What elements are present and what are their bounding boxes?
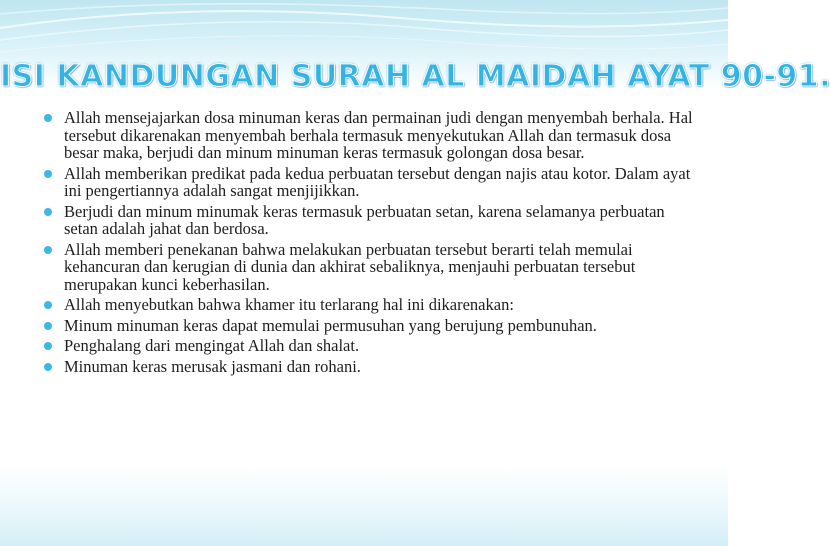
bullet-text: Minuman keras merusak jasmani dan rohani. [64,356,361,376]
circle-bullet-icon [44,114,52,122]
list-item [44,337,694,355]
bullet-text: Minum minuman keras dapat memulai permusuhan yang berujung pembunuhan. [64,315,597,335]
circle-bullet-icon [44,246,52,254]
bullet-text: Allah menyebutkan bahwa khamer itu terlarang hal ini dikarenakan: [64,295,514,314]
bullet-list [44,109,694,378]
circle-bullet-icon [44,170,52,178]
list-item [44,109,694,162]
circle-bullet-icon [44,301,52,309]
slide-title: ISI KANDUNGAN SURAH AL MAIDAH AYAT 90-91. [0,59,831,94]
bullet-text: Allah memberi penekanan bahwa melakukan perbuatan tersebut berarti telah memulai kehancuran dan kerugian di dunia dan akhirat sebaliknya, menjauhi perbuatan tersebut merupakan kunci keberhasilan. [64,239,636,294]
bullet-text: Allah mensejajarkan dosa minuman keras dan permainan judi dengan menyembah berhala. Hal tersebut dikarenakan menyembah berhala termasuk menyekutukan Allah dan termasuk dosa besar maka, berjudi dan minum minuman keras termasuk golongan dosa besar. [64,108,693,162]
list-item [44,317,694,335]
list-item [44,296,694,314]
bullet-text: Berjudi dan minum minumak keras termasuk perbuatan setan, karena selamanya perbuatan setan adalah jahat dan berdosa. [64,201,665,238]
circle-bullet-icon [44,342,52,350]
circle-bullet-icon [44,322,52,330]
list-item [44,241,694,294]
bullet-text: Allah memberikan predikat pada kedua perbuatan tersebut dengan najis atau kotor. Dalam ayat ini pengertiannya adalah sangat menjijikkan. [64,163,691,200]
list-item [44,358,694,376]
bottom-wave-decoration [0,466,728,546]
list-item [44,203,694,238]
circle-bullet-icon [44,363,52,371]
list-item [44,165,694,200]
bullet-text: Penghalang dari mengingat Allah dan shalat. [64,336,360,355]
circle-bullet-icon [44,208,52,216]
